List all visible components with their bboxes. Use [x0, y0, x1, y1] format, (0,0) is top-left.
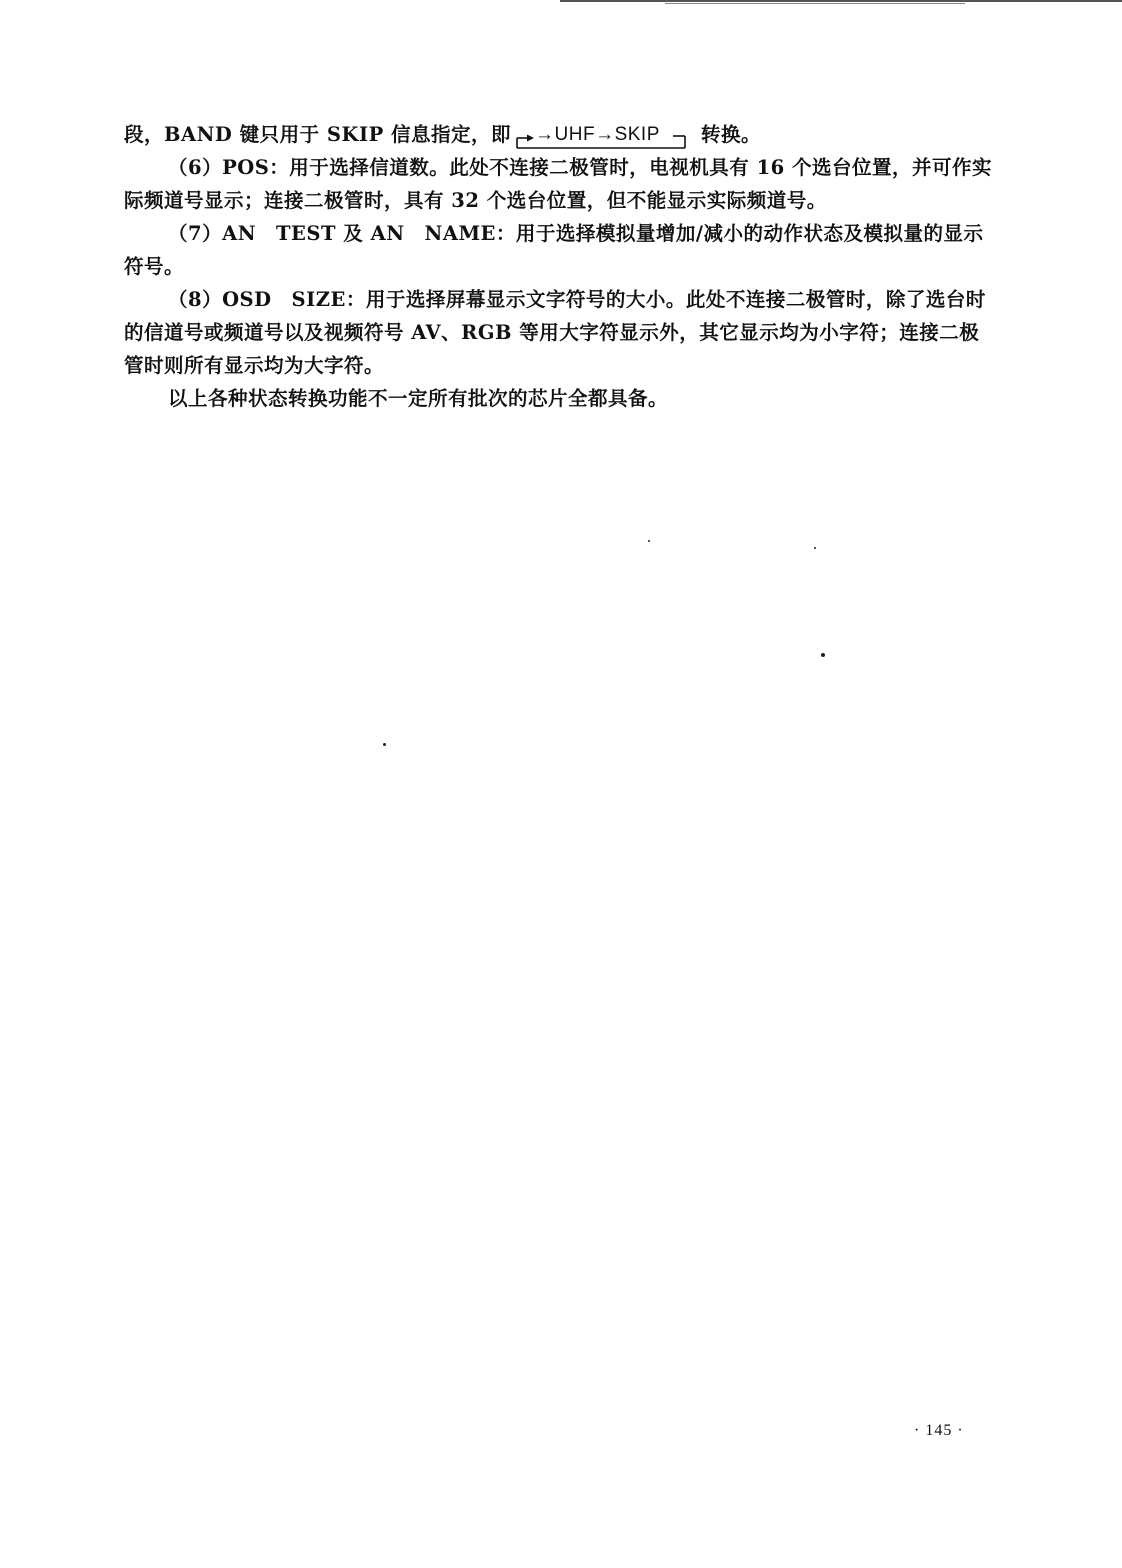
band-cycle-diagram [513, 118, 693, 151]
scan-speck [821, 653, 825, 657]
paragraph-summary: 以上各种状态转换功能不一定所有批次的芯片全都具备。 [168, 387, 669, 410]
scan-speck [648, 540, 650, 542]
page-number: · 145 · [914, 1422, 964, 1439]
scan-speck [814, 547, 816, 549]
scan-edge-rule-secondary [665, 3, 965, 4]
document-body [124, 118, 994, 415]
paragraph-an-test: （7）AN TEST 及 AN NAME：用于选择模拟量增加/减小的动作状态及模拟量的显示符号。 [124, 222, 984, 278]
scan-speck [383, 743, 386, 746]
scan-edge-rule [560, 0, 1122, 2]
paragraph-pos: （6）POS：用于选择信道数。此处不连接二极管时，电视机具有 16 个选台位置，并可作实际频道号显示；连接二极管时，具有 32 个选台位置，但不能显示实际频道号。 [124, 156, 993, 212]
band-cycle-label: →UHF→SKIP [535, 124, 660, 145]
band-text-before: 段，BAND 键只用于 SKIP 信息指定，即 [124, 123, 512, 146]
paragraph-osd-size: （8）OSD SIZE：用于选择屏幕显示文字符号的大小。此处不连接二极管时，除了选台时的信道号或频道号以及视频符号 AV、RGB 等用大字符显示外，其它显示均为小字符；连接二极管时则所有显示均为大字符。 [124, 288, 986, 377]
paragraph-band-cycle [124, 118, 994, 151]
band-text-after: 转换。 [701, 123, 762, 146]
